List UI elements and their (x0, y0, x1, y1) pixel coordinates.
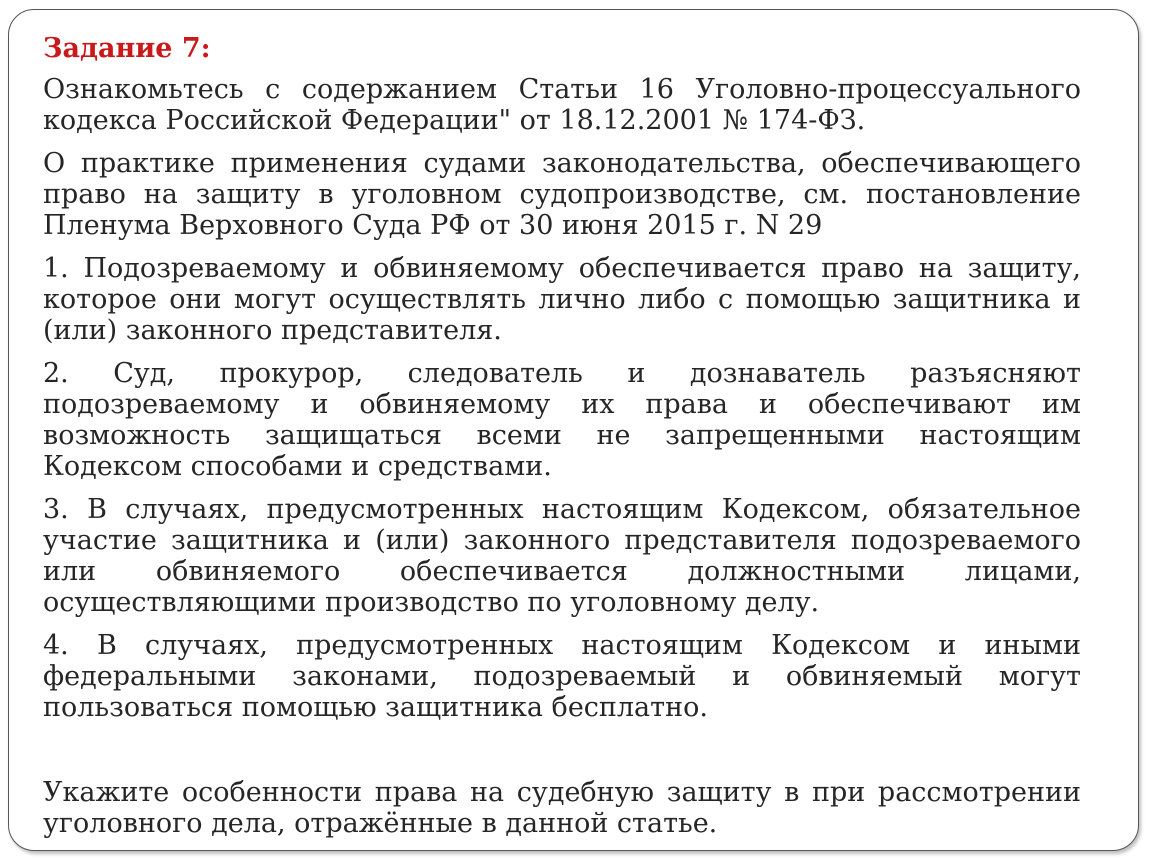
article-item-2: 2. Суд, прокурор, следователь и дознаватель разъясняют подозреваемому и обвиняемому их права и обеспечивают им возможность защищаться всеми не запрещенными настоящим Кодексом способами и средствами. (43, 358, 1081, 482)
task-paragraph: Укажите особенности права на судебную защиту в при рассмотрении уголовного дела, отражённые в данной статье. (43, 777, 1081, 839)
article-item-1: 1. Подозреваемому и обвиняемому обеспечивается право на защиту, которое они могут осуществлять лично либо с помощью защитника и (или) законного представителя. (43, 253, 1081, 346)
article-item-3: 3. В случаях, предусмотренных настоящим Кодексом, обязательное участие защитника и (или) законного представителя подозреваемого или обвиняемого обеспечивается должностными лицами, осуществляющими производство по уголовному делу. (43, 494, 1081, 618)
slide-content (43, 32, 1081, 851)
article-item-4: 4. В случаях, предусмотренных настоящим Кодексом и иными федеральными законами, подозреваемый и обвиняемый могут пользоваться помощью защитника бесплатно. (43, 630, 1081, 723)
practice-note-paragraph: О практике применения судами законодательства, обеспечивающего право на защиту в уголовном судопроизводстве, см. постановление Пленума Верховного Суда РФ от 30 июня 2015 г. N 29 (43, 148, 1081, 241)
slide-title: Задание 7: (43, 33, 211, 64)
intro-paragraph: Ознакомьтесь с содержанием Статьи 16 Уголовно-процессуального кодекса Российской Федерации" от 18.12.2001 № 174-ФЗ. (43, 74, 1081, 136)
